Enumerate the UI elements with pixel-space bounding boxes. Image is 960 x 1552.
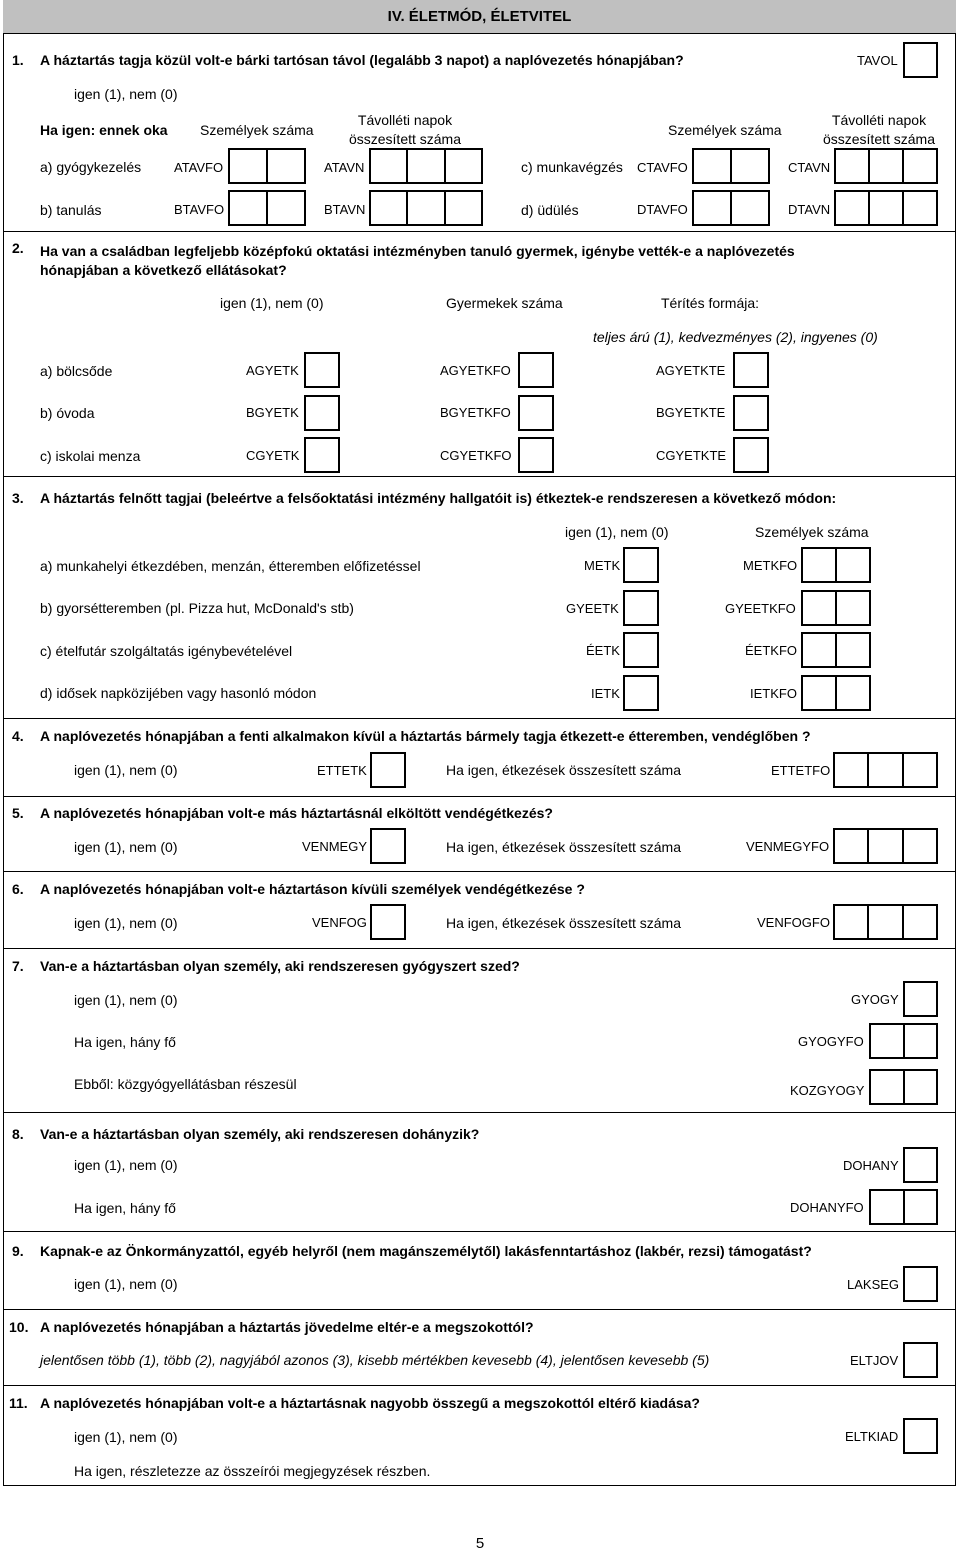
gyeetkfo-code: GYEETKFO [725, 601, 796, 616]
venmegyfo-code: VENMEGYFO [746, 839, 830, 854]
atavn-code: ATAVN [324, 160, 365, 175]
agyetkte-input-box[interactable] [733, 352, 769, 388]
dtavfo-code: DTAVFO [637, 202, 688, 217]
q1-col-days-right-line2: összesített száma [822, 131, 936, 147]
ietkfo-code: IETKFO [750, 686, 797, 701]
gyeetk-code: GYEETK [566, 601, 619, 616]
q1-col-persons: Személyek száma [200, 122, 314, 138]
bgyetkfo-input-box[interactable] [518, 395, 554, 431]
venfog-code: VENFOG [312, 915, 367, 930]
q11-number: 11. [9, 1395, 28, 1411]
q7-text: Van-e a háztartásban olyan személy, aki rendszeresen gyógyszert szed? [40, 958, 520, 974]
ettetk-input-box[interactable] [370, 752, 406, 788]
venmegy-code: VENMEGY [302, 839, 368, 854]
ettetfo-input-box[interactable] [833, 752, 938, 788]
eltjov-input-box[interactable] [903, 1342, 938, 1378]
q6-number: 6. [12, 881, 24, 897]
lakseg-code: LAKSEG [847, 1277, 900, 1292]
eetk-input-box[interactable] [623, 632, 659, 668]
gyogyfo-input-box[interactable] [869, 1023, 938, 1059]
btavfo-code: BTAVFO [174, 202, 225, 217]
q10-number: 10. [9, 1319, 29, 1335]
page-number: 5 [475, 1535, 485, 1552]
dohany-input-box[interactable] [903, 1147, 938, 1183]
q10-text: A naplóvezetés hónapjában a háztartás jövedelme eltér-e a megszokottól? [40, 1319, 534, 1335]
metkfo-input-box[interactable] [801, 547, 871, 583]
ietk-input-box[interactable] [623, 675, 659, 711]
bgyetkte-code: BGYETKTE [656, 405, 726, 420]
dtavn-input-box[interactable] [834, 190, 938, 226]
gyeetk-input-box[interactable] [623, 590, 659, 626]
separator [3, 1309, 956, 1310]
separator [3, 1231, 956, 1232]
q6-if-yes: Ha igen, étkezések összesített száma [446, 915, 681, 931]
q8-text: Van-e a háztartásban olyan személy, aki rendszeresen dohányzik? [40, 1126, 480, 1142]
q5-number: 5. [12, 805, 24, 821]
bgyetk-input-box[interactable] [304, 395, 340, 431]
eltjov-code: ELTJOV [850, 1353, 899, 1368]
kozgyogy-input-box[interactable] [869, 1069, 938, 1105]
lakseg-input-box[interactable] [903, 1266, 938, 1302]
btavn-input-box[interactable] [369, 190, 483, 226]
separator [3, 796, 956, 797]
q5-if-yes: Ha igen, étkezések összesített száma [446, 839, 681, 855]
q3-text: A háztartás felnőtt tagjai (beleértve a felsőoktatási intézmény hallgatóit is) étkeztek-e rendszeresen a következő módon: [40, 490, 837, 506]
q4-hint: igen (1), nem (0) [74, 762, 178, 778]
q1-if-yes: Ha igen: ennek oka [40, 122, 168, 138]
ettetk-code: ETTETK [317, 763, 367, 778]
q3-row-a-label: a) munkahelyi étkezdében, menzán, étteremben előfizetéssel [40, 558, 421, 574]
q8-hint: igen (1), nem (0) [74, 1157, 178, 1173]
q1-row-a-label: a) gyógykezelés [40, 159, 142, 175]
separator [3, 476, 956, 477]
agyetk-input-box[interactable] [304, 352, 340, 388]
q2-col1: igen (1), nem (0) [220, 295, 324, 311]
eetkfo-input-box[interactable] [801, 632, 871, 668]
q2-col2: Gyermekek száma [446, 295, 563, 311]
eetk-code: ÉETK [586, 643, 620, 658]
q1-col-persons-right: Személyek száma [668, 122, 782, 138]
q9-text: Kapnak-e az Önkormányzattól, egyéb helyről (nem magánszemélytől) lakásfenntartáshoz (lakbér, rezsi) támogatást? [40, 1243, 812, 1259]
metk-input-box[interactable] [623, 547, 659, 583]
q10-hint: jelentősen több (1), több (2), nagyjából azonos (3), kisebb mértékben kevesebb (4), jelentősen kevesebb (5) [40, 1352, 710, 1368]
q11-details: Ha igen, részletezze az összeírói megjegyzések részben. [74, 1463, 431, 1479]
cgyetkfo-input-box[interactable] [518, 437, 554, 473]
q11-hint: igen (1), nem (0) [74, 1429, 178, 1445]
venmegyfo-input-box[interactable] [833, 828, 938, 864]
cgyetkte-code: CGYETKTE [656, 448, 727, 463]
q7-hint: igen (1), nem (0) [74, 992, 178, 1008]
atavn-input-box[interactable] [369, 148, 483, 184]
q3-number: 3. [12, 490, 24, 506]
q1-row-c-label: c) munkavégzés [521, 159, 623, 175]
btavn-code: BTAVN [324, 202, 366, 217]
separator [3, 231, 956, 232]
gyogy-code: GYOGY [851, 992, 899, 1007]
q4-if-yes: Ha igen, étkezések összesített száma [446, 762, 681, 778]
q3-row-c-label: c) ételfutár szolgáltatás igénybevételével [40, 643, 293, 659]
q2-col3: Térítés formája: [661, 295, 760, 311]
ietk-code: IETK [591, 686, 620, 701]
q7-number: 7. [12, 958, 24, 974]
q7-how-many: Ha igen, hány fő [74, 1034, 176, 1050]
q1-row-d-label: d) üdülés [521, 202, 579, 218]
dohany-code: DOHANY [843, 1158, 899, 1173]
q2-number: 2. [12, 240, 24, 256]
q6-text: A naplóvezetés hónapjában volt-e háztartáson kívüli személyek vendégétkezése ? [40, 881, 585, 897]
gyeetkfo-input-box[interactable] [801, 590, 871, 626]
separator [3, 1112, 956, 1113]
agyetk-code: AGYETK [246, 363, 299, 378]
q1-code: TAVOL [857, 53, 898, 68]
q1-answer-hint: igen (1), nem (0) [74, 86, 178, 102]
q8-how-many: Ha igen, hány fő [74, 1200, 176, 1216]
q2-text-line2: hónapjában a következő ellátásokat? [40, 262, 287, 278]
bgyetkfo-code: BGYETKFO [440, 405, 511, 420]
q5-hint: igen (1), nem (0) [74, 839, 178, 855]
bgyetk-code: BGYETK [246, 405, 299, 420]
cgyetk-input-box[interactable] [304, 437, 340, 473]
q3-row-b-label: b) gyorsétteremben (pl. Pizza hut, McDonald's stb) [40, 600, 354, 616]
q2-row-b-label: b) óvoda [40, 405, 95, 421]
agyetkfo-input-box[interactable] [518, 352, 554, 388]
q11-text: A naplóvezetés hónapjában volt-e a háztartásnak nagyobb összegű a megszokottól eltérő kiadása? [40, 1395, 700, 1411]
q5-text: A naplóvezetés hónapjában volt-e más háztartásnál elköltött vendégétkezés? [40, 805, 553, 821]
separator [3, 718, 956, 719]
q1-col-days-line1: Távolléti napok [357, 112, 453, 128]
separator [3, 1385, 956, 1386]
section-title: IV. ÉLETMÓD, ÉLETVITEL [3, 0, 956, 34]
agyetkfo-code: AGYETKFO [440, 363, 511, 378]
metk-code: METK [584, 558, 621, 573]
dtavfo-input-box[interactable] [692, 190, 770, 226]
kozgyogy-code: KOZGYOGY [790, 1083, 865, 1098]
q3-col1: igen (1), nem (0) [565, 524, 669, 540]
q2-row-a-label: a) bölcsőde [40, 363, 113, 379]
cgyetkfo-code: CGYETKFO [440, 448, 512, 463]
q1-row-b-label: b) tanulás [40, 202, 102, 218]
atavfo-code: ATAVFO [174, 160, 224, 175]
ctavn-code: CTAVN [788, 160, 831, 175]
q2-text-line1: Ha van a családban legfeljebb középfokú oktatási intézményben tanuló gyermek, igénybe vették-e a naplóvezetés [40, 243, 795, 259]
q9-hint: igen (1), nem (0) [74, 1276, 178, 1292]
q7-of-which: Ebből: közgyógyellátásban részesül [74, 1076, 297, 1092]
dohanyfo-input-box[interactable] [869, 1189, 938, 1225]
q2-col3-hint: teljes árú (1), kedvezményes (2), ingyenes (0) [593, 329, 878, 345]
q6-hint: igen (1), nem (0) [74, 915, 178, 931]
venmegy-input-box[interactable] [370, 828, 406, 864]
eltkiad-input-box[interactable] [903, 1418, 938, 1454]
ettetfo-code: ETTETFO [771, 763, 831, 778]
q8-number: 8. [12, 1126, 24, 1142]
ctavfo-input-box[interactable] [692, 148, 770, 184]
venfogfo-input-box[interactable] [833, 904, 938, 940]
cgyetk-code: CGYETK [246, 448, 300, 463]
q1-text: A háztartás tagja közül volt-e bárki tartósan távol (legalább 3 napot) a naplóvezetés hónapjában? [40, 52, 684, 68]
venfogfo-code: VENFOGFO [757, 915, 830, 930]
btavfo-input-box[interactable] [228, 190, 306, 226]
separator [3, 948, 956, 949]
q1-col-days-right-line1: Távolléti napok [831, 112, 927, 128]
venfog-input-box[interactable] [370, 904, 406, 940]
q4-text: A naplóvezetés hónapjában a fenti alkalmakon kívül a háztartás bármely tagja étkezett-e étteremben, vendéglőben ? [40, 728, 811, 744]
dtavn-code: DTAVN [788, 202, 831, 217]
ietkfo-input-box[interactable] [801, 675, 871, 711]
q9-number: 9. [12, 1243, 24, 1259]
q2-row-c-label: c) iskolai menza [40, 448, 141, 464]
q4-number: 4. [12, 728, 24, 744]
cgyetkte-input-box[interactable] [733, 437, 769, 473]
bgyetkte-input-box[interactable] [733, 395, 769, 431]
metkfo-code: METKFO [743, 558, 798, 573]
eltkiad-code: ELTKIAD [845, 1429, 899, 1444]
q3-col2: Személyek száma [755, 524, 869, 540]
dohanyfo-code: DOHANYFO [790, 1200, 864, 1215]
eetkfo-code: ÉETKFO [745, 643, 798, 658]
tavol-input-box[interactable] [903, 42, 938, 78]
ctavfo-code: CTAVFO [637, 160, 688, 175]
separator [3, 871, 956, 872]
atavfo-input-box[interactable] [228, 148, 306, 184]
q1-number: 1. [12, 52, 24, 68]
ctavn-input-box[interactable] [834, 148, 938, 184]
q1-col-days-line2: összesített száma [348, 131, 462, 147]
q3-row-d-label: d) idősek napközijében vagy hasonló módon [40, 685, 317, 701]
agyetkte-code: AGYETKTE [656, 363, 726, 378]
gyogy-input-box[interactable] [903, 981, 938, 1017]
gyogyfo-code: GYOGYFO [798, 1034, 864, 1049]
